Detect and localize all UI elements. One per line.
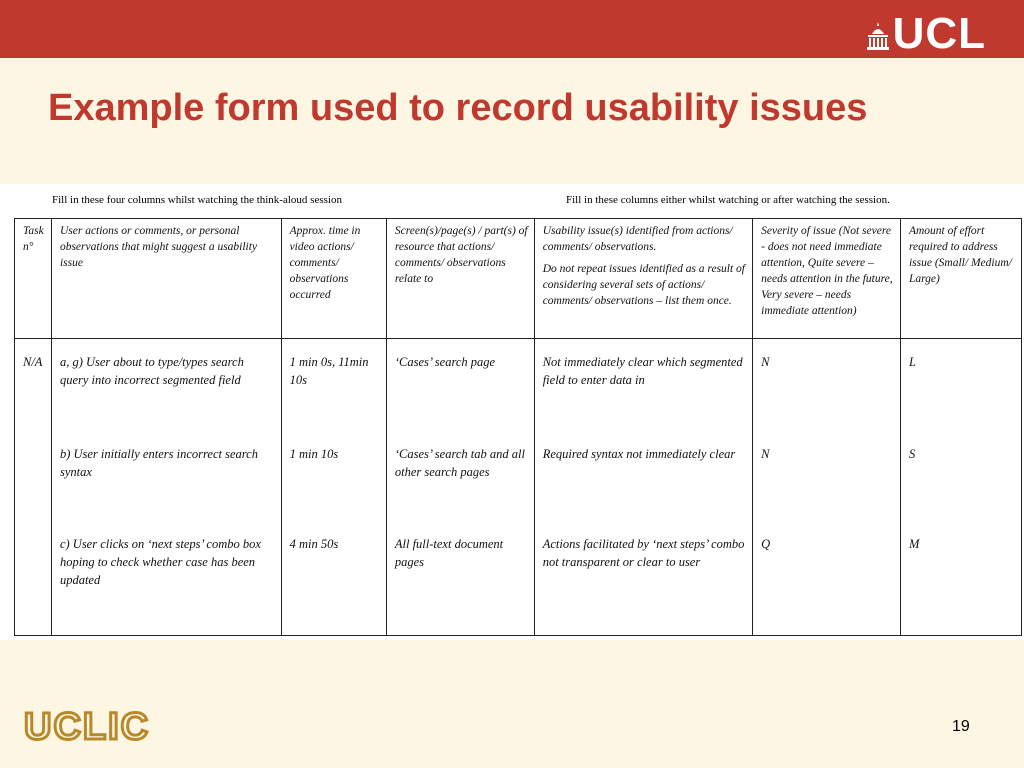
entry-effort-3: M (908, 537, 920, 551)
entry-action-2: b) User initially enters incorrect search syntax (59, 447, 258, 479)
slide-title: Example form used to record usability issues (48, 87, 868, 129)
entry-issue-2: Required syntax not immediately clear (542, 447, 736, 461)
ucl-logo (867, 9, 986, 58)
header-task: Task n° (15, 219, 52, 339)
header-actions: User actions or comments, or personal observations that might suggest a usability issue (51, 219, 281, 339)
header-effort: Amount of effort required to address issue (Small/ Medium/ Large) (900, 219, 1021, 339)
entry-time-1: 1 min 0s, 11min 10s (289, 355, 369, 387)
cell-severity (753, 339, 901, 636)
entry-action-3: c) User clicks on ‘next steps’ combo box hoping to check whether case has been updated (59, 537, 261, 587)
entry-severity-1: N (761, 355, 770, 369)
instruction-left: Fill in these four columns whilst watching the think-aloud session (52, 194, 342, 206)
entry-time-2: 1 min 10s (289, 447, 339, 461)
entry-issue-3: Actions facilitated by ‘next steps’ combo not transparent or clear to user (542, 537, 745, 569)
entry-screen-3: All full-text document pages (394, 537, 504, 569)
header-issue (534, 219, 752, 339)
cell-screen (386, 339, 534, 636)
cell-issue (534, 339, 752, 636)
header-screen: Screen(s)/page(s) / part(s) of resource that actions/ comments/ observations relate to (386, 219, 534, 339)
entry-effort-2: S (908, 447, 916, 461)
uclic-logo-text: UCLIC (24, 706, 151, 748)
entry-severity-3: Q (761, 537, 771, 551)
entry-screen-2: ‘Cases’ search tab and all other search pages (394, 447, 525, 479)
header-severity: Severity of issue (Not severe - does not need immediate attention, Quite severe – needs attention in the future, Very severe – needs immediate attention) (753, 219, 901, 339)
entry-severity-2: N (761, 447, 770, 461)
entry-action-1: a, g) User about to type/types search query into incorrect segmented field (59, 355, 244, 387)
ucl-logo-text: UCL (892, 9, 986, 58)
uclic-logo (24, 706, 150, 748)
table-header-row (15, 219, 1022, 339)
portico-icon (867, 22, 889, 50)
header-time: Approx. time in video actions/ comments/ observations occurred (281, 219, 386, 339)
cell-effort (900, 339, 1021, 636)
entry-time-3: 4 min 50s (289, 537, 339, 551)
header-issue-text: Usability issue(s) identified from actions/ comments/ observations. (542, 225, 733, 253)
cell-time (281, 339, 386, 636)
issues-table (14, 218, 1022, 636)
header-issue-note: Do not repeat issues identified as a result of considering several sets of actions/ comments/ observations – list them once. (542, 263, 746, 307)
usability-form (0, 184, 1024, 640)
instruction-right: Fill in these columns either whilst watching or after watching the session. (566, 194, 890, 206)
cell-task: N/A (15, 339, 52, 636)
page-number: 19 (952, 718, 970, 735)
table-row (15, 339, 1022, 636)
header-bar (0, 0, 1024, 58)
entry-effort-1: L (908, 355, 916, 369)
entry-screen-1: ‘Cases’ search page (394, 355, 496, 369)
cell-actions (51, 339, 281, 636)
entry-issue-1: Not immediately clear which segmented field to enter data in (542, 355, 743, 387)
